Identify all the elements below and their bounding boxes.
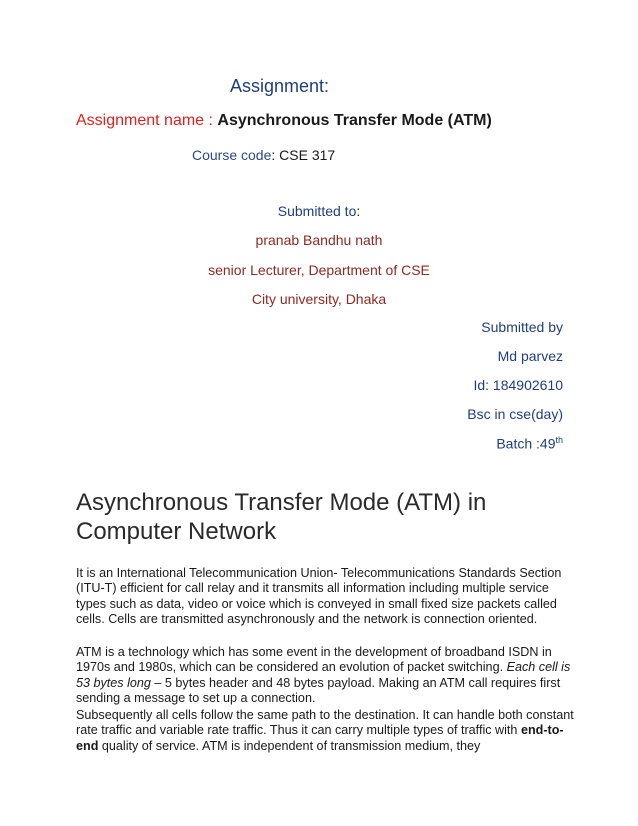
course-code-value: : CSE 317 [271,147,336,163]
paragraph-2-text-b: – 5 bytes header and 48 bytes payload. Making an ATM call requires first sending a message to set up a connection. [76,675,561,706]
paragraph-2-text-a: ATM is a technology which has some event in the development of broadband ISDN in 1970s and 1980s, which can be considered an evolution of packet switching. [76,645,552,675]
student-batch [496,435,563,452]
paragraph-2-italic: Each cell is 53 bytes long [76,660,571,690]
batch-text: Batch :49 [496,435,556,452]
paragraph-3-bold: end-to-end [76,723,564,753]
instructor-name: pranab Bandhu nath [255,232,383,248]
submitted-by-label: Submitted by [481,319,563,335]
instructor-title: senior Lecturer, Department of CSE [208,262,430,278]
assignment-name-label: Assignment name : [76,112,218,129]
article-heading: Asynchronous Transfer Mode (ATM) in Computer Network [76,489,487,545]
submitted-to-colon: : [356,203,361,219]
instructor-institution: City university, Dhaka [251,291,387,307]
student-name: Md parvez [497,348,563,364]
assignment-label: Assignment: [230,76,330,96]
paragraph-3-text-b: quality of service. ATM is independent of transmission medium, they [98,738,481,753]
paragraph-1 [76,566,576,628]
student-id: Id: 184902610 [473,377,563,393]
course-code-label: Course code [192,147,272,163]
student-program: Bsc in cse(day) [467,406,563,422]
assignment-name-value: Asynchronous Transfer Mode (ATM) [217,112,492,129]
batch-superscript: th [555,435,563,445]
assignment-name-line [76,112,492,130]
course-code-line [192,147,335,163]
submitted-to-label [0,203,638,219]
paragraph-1-text: It is an International Telecommunication Union- Telecommunications Standards Section (ITU-T) efficient for call relay and it transmits all information including multiple service types such as data, video or voice which is conveyed in small fixed size packets called cells. Cells are transmitted asynchronously and the network is connection oriented. [76,566,562,627]
paragraph-3-text-a: Subsequently all cells follow the same path to the destination. It can handle both constant rate traffic and variable rate traffic. Thus it can carry multiple types of traffic with [76,708,574,738]
submitted-to-text: Submitted to [277,203,357,219]
paragraph-3 [76,708,576,754]
paragraph-2 [76,645,576,707]
